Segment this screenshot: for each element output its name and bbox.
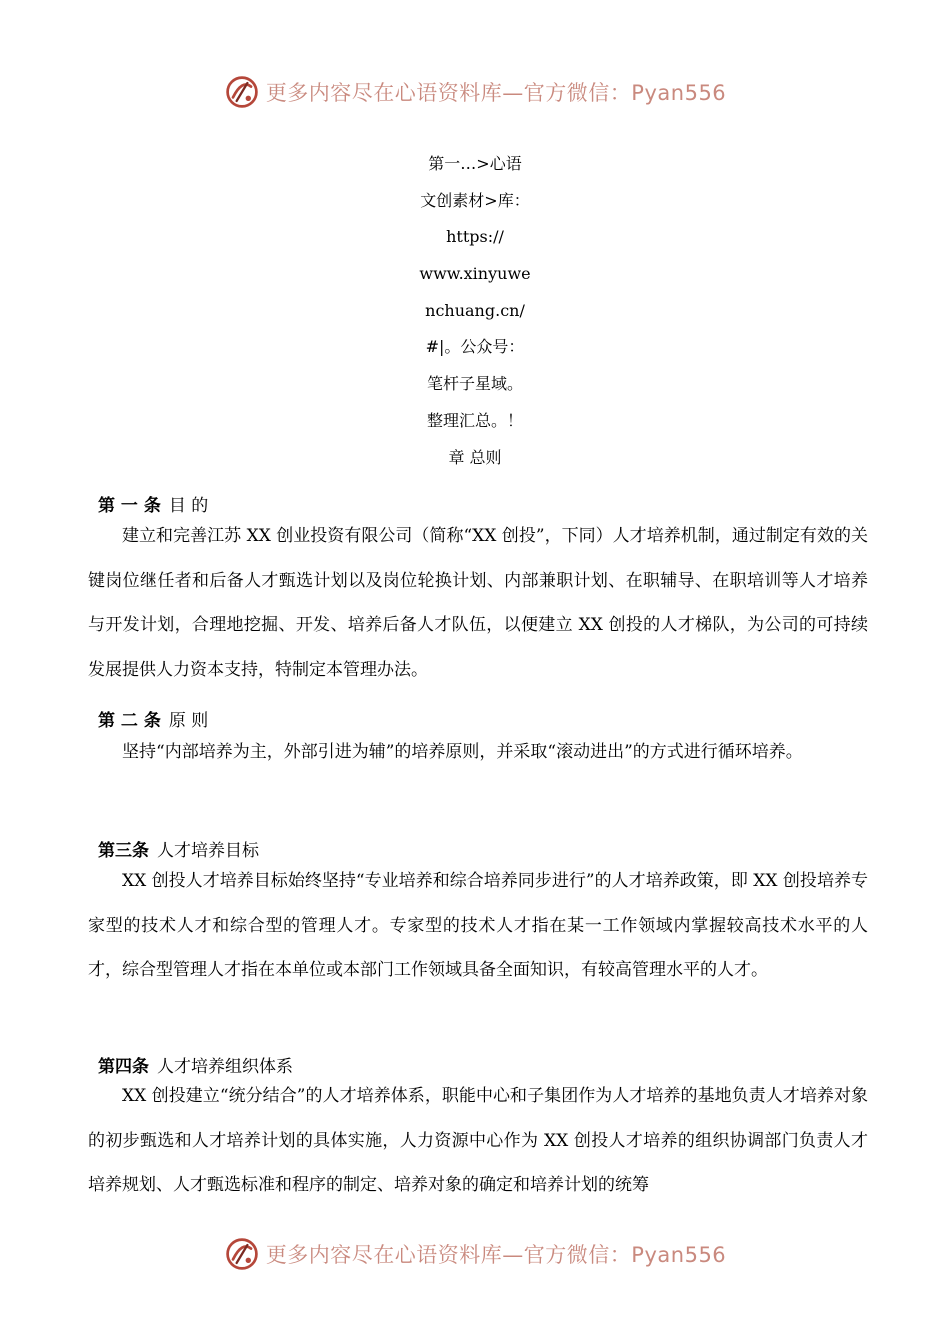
watermark-banner-bottom <box>0 1232 950 1276</box>
title-line: 文创素材>库： <box>420 190 530 210</box>
article-body: XX 创投人才培养目标始终坚持“专业培养和综合培养同步进行”的人才培养政策，即 XX 创投培养专家型的技术人才和综合型的管理人才。专家型的技术人才指在某一工作领域内掌握较高技术水平的人才，综合型管理人才指在本单位或本部门工作领域具备全面知识，有较高管理水平的人才。 <box>88 871 868 980</box>
chapter-title: 章 总则 <box>448 447 502 467</box>
article-label: 第三条 <box>98 841 149 861</box>
title-line: 第一…>心语 <box>428 154 522 173</box>
article-label: 第 二 条 <box>98 711 161 731</box>
title-line: 笔杆子星域。 <box>426 374 523 394</box>
article-title: 人才培养目标 <box>157 841 259 861</box>
title-line: nchuang.cn/ <box>425 300 525 320</box>
watermark-banner-top <box>0 70 950 114</box>
title-line: https:// <box>446 227 504 247</box>
title-block <box>0 146 950 476</box>
title-line: 整理汇总。！ <box>426 410 523 430</box>
watermark-logo-icon <box>224 1236 260 1272</box>
article-body: 坚持“内部培养为主，外部引进为辅”的培养原则，并采取“滚动进出”的方式进行循环培养。 <box>122 742 803 762</box>
article-label: 第 一 条 <box>98 496 161 516</box>
watermark-logo-icon <box>224 74 260 110</box>
watermark-text: 更多内容尽在心语资料库—官方微信：Pyan556 <box>265 1243 727 1267</box>
watermark-text: 更多内容尽在心语资料库—官方微信：Pyan556 <box>265 81 727 105</box>
article-title: 原 则 <box>168 711 209 731</box>
title-line: #|。公众号： <box>425 337 525 357</box>
title-line: www.xinyuwe <box>419 264 531 284</box>
article-title: 人才培养组织体系 <box>157 1057 293 1077</box>
article-body: 建立和完善江苏 XX 创业投资有限公司（简称“XX 创投”，下同）人才培养机制，通过制定有效的关键岗位继任者和后备人才甄选计划以及岗位轮换计划、内部兼职计划、在职辅导、在职培训等人才培养与开发计划，合理地挖掘、开发、培养后备人才队伍，以便建立 XX 创投的人才梯队，为公司的可持续发展提供人力资本支持，特制定本管理办法。 <box>88 526 868 680</box>
article-body: XX 创投建立“统分结合”的人才培养体系，职能中心和子集团作为人才培养的基地负责人才培养对象的初步甄选和人才培养计划的具体实施，人力资源中心作为 XX 创投人才培养的组织协调部门负责人才培养规划、人才甄选标准和程序的制定、培养对象的确定和培养计划的统筹 <box>88 1086 868 1195</box>
article-label: 第四条 <box>98 1057 149 1077</box>
article-title: 目 的 <box>168 496 209 516</box>
